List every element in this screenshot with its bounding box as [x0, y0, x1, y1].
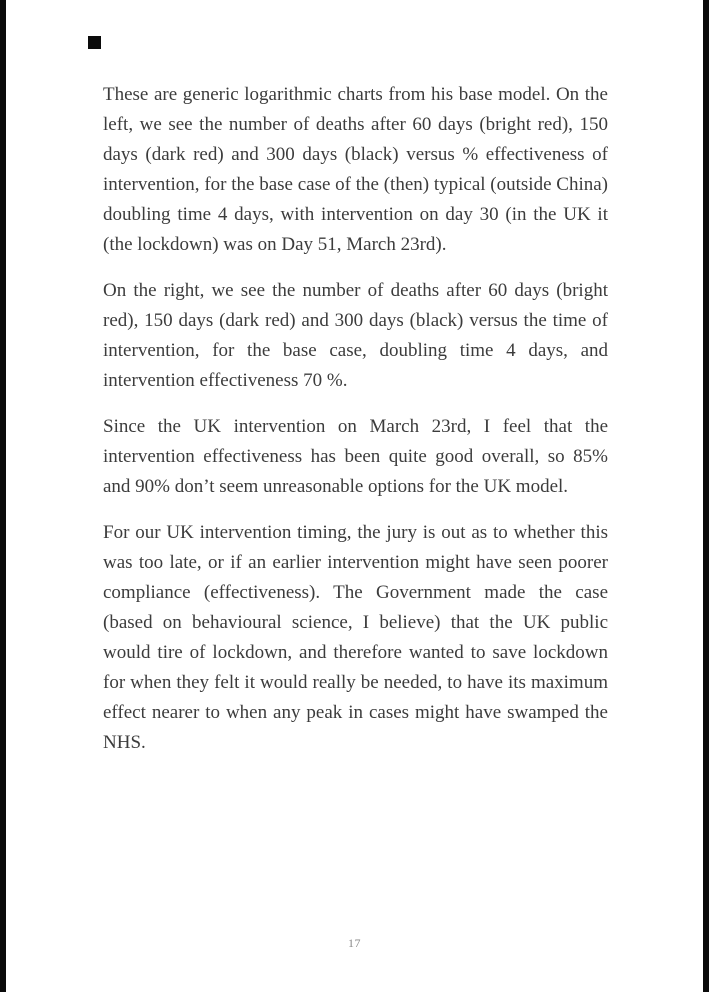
paragraph: On the right, we see the number of deaths after 60 days (bright red), 150 days (dark red) and 300 days (black) versus the time of intervention, for the base case, doubling time 4 days, and intervention effectiveness 70 %. — [103, 280, 608, 391]
corner-artifact-mark — [88, 36, 101, 49]
paragraph: Since the UK intervention on March 23rd, I feel that the intervention effectiveness has been quite good overall, so 85% and 90% don’t seem unreasonable options for the UK model. — [103, 416, 608, 497]
page-footer — [0, 934, 709, 952]
paragraph: These are generic logarithmic charts from his base model. On the left, we see the number of deaths after 60 days (bright red), 150 days (dark red) and 300 days (black) versus % effectiveness of intervention, for the base case of the (then) typical (outside China) doubling time 4 days, with intervention on day 30 (in the UK it (the lockdown) was on Day 51, March 23rd). — [103, 84, 608, 255]
text-block — [103, 80, 608, 774]
page-number: 17 — [348, 936, 361, 950]
left-edge-bar — [0, 0, 6, 992]
right-edge-bar — [703, 0, 709, 992]
paragraph: For our UK intervention timing, the jury is out as to whether this was too late, or if an earlier intervention might have seen poorer compliance (effectiveness). The Government made the case (based on behavioural science, I believe) that the UK public would tire of lockdown, and therefore wanted to save lockdown for when they felt it would really be needed, to have its maximum effect nearer to when any peak in cases might have swamped the NHS. — [103, 522, 608, 753]
